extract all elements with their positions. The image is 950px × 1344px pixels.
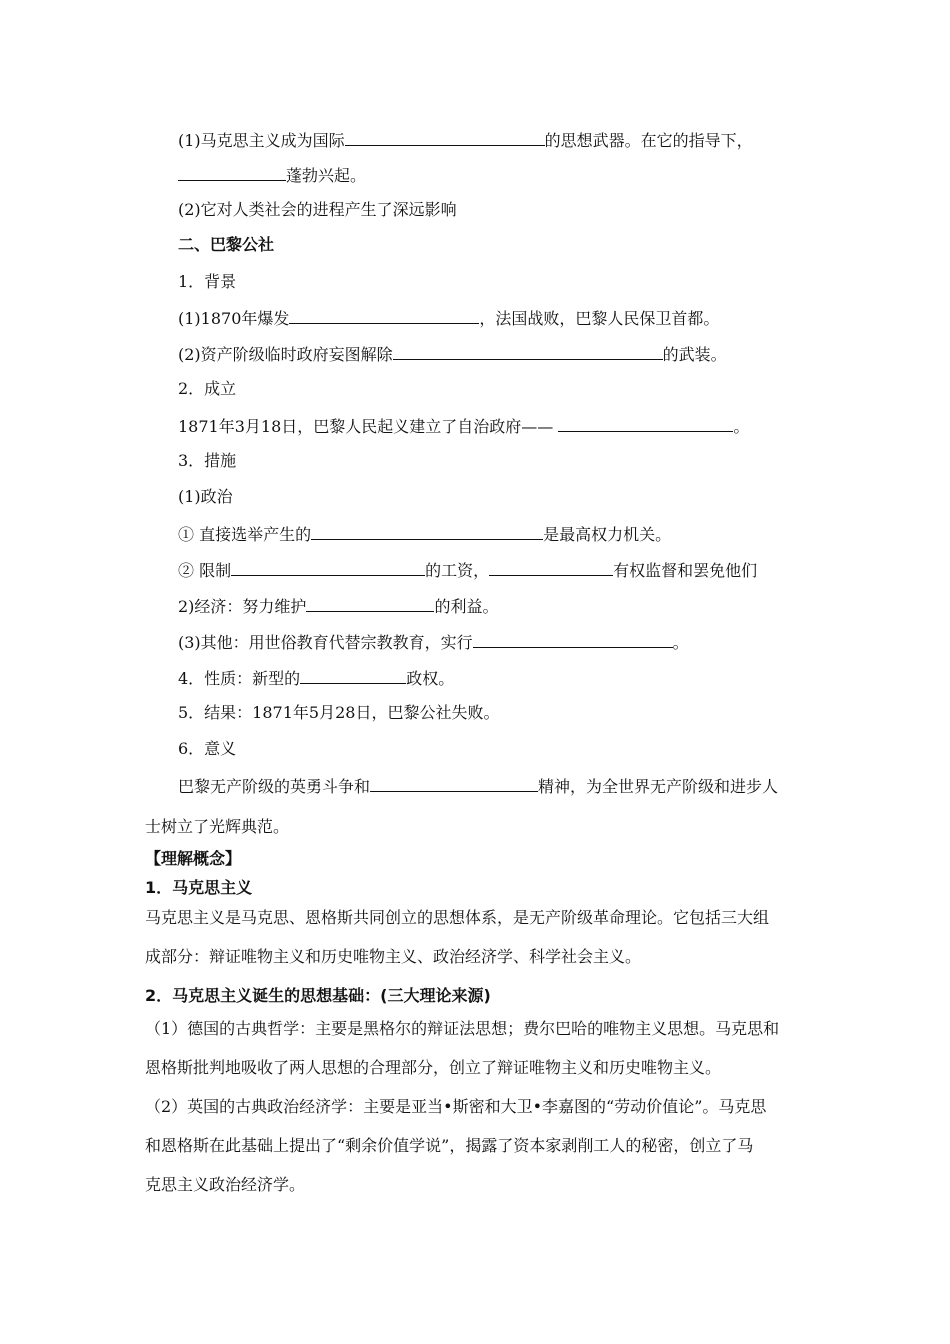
fill-blank[interactable] [178,164,286,181]
line-measure-2: ② 限制 的工资， 有权监督和罢免他们 [178,561,758,580]
line-significance-2: 士树立了光辉典范。 [145,817,290,836]
line-background-2: (2)资产阶级临时政府妄图解除 的武装。 [178,345,727,364]
line-rise: 蓬勃兴起。 [178,164,366,186]
subheading-establishment: 2．成立 [178,379,237,398]
concept-2-item-1-line-1: （1）德国的古典哲学：主要是黑格尔的辩证法思想；费尔巴哈的唯物主义思想。马克思和 [145,1019,780,1038]
fill-blank[interactable] [289,307,479,324]
fill-blank[interactable] [370,775,538,792]
concept-2-item-2-line-3: 克思主义政治经济学。 [145,1175,306,1194]
fill-blank[interactable] [558,415,733,432]
line-result: 5．结果：1871年5月28日，巴黎公社失败。 [178,703,500,722]
fill-blank[interactable] [489,559,613,576]
line-background-1: (1)1870年爆发 ，法国战败，巴黎人民保卫首都。 [178,309,720,328]
line-significance-1: 巴黎无产阶级的英勇斗争和 精神，为全世界无产阶级和进步人 [178,777,779,796]
line-measure-1: ① 直接选举产生的 是最高权力机关。 [178,525,672,544]
concepts-header: 【理解概念】 [145,849,242,868]
concept-2-item-2-line-1: （2）英国的古典政治经济学：主要是亚当•斯密和大卫•李嘉图的“劳动价值论”。马克思 [145,1097,767,1116]
subheading-significance: 6．意义 [178,739,237,758]
concept-1-paragraph-line-1: 马克思主义是马克思、恩格斯共同创立的思想体系，是无产阶级革命理论。它包括三大组 [145,908,770,927]
line-influence: (2)它对人类社会的进程产生了深远影响 [178,200,457,219]
concept-2-title: 2．马克思主义诞生的思想基础：(三大理论来源) [145,986,491,1005]
concept-1-paragraph-line-2: 成部分：辩证唯物主义和历史唯物主义、政治经济学、科学社会主义。 [145,947,642,966]
line-economy: 2)经济：努力维护 的利益。 [178,597,499,616]
line-other: (3)其他：用世俗教育代替宗教教育，实行 。 [178,633,689,652]
fill-blank[interactable] [306,595,434,612]
line-marxism-weapon: (1)马克思主义成为国际 的思想武器。在它的指导下， [178,131,753,150]
fill-blank[interactable] [345,129,545,146]
fill-blank[interactable] [311,523,543,540]
fill-blank[interactable] [300,667,406,684]
fill-blank[interactable] [393,343,663,360]
line-establishment: 1871年3月18日，巴黎人民起义建立了自治政府—— 。 [178,417,750,436]
line-politics: (1)政治 [178,487,233,506]
concept-2-item-1-line-2: 恩格斯批判地吸收了两人思想的合理部分，创立了辩证唯物主义和历史唯物主义。 [145,1058,722,1077]
concept-1-title: 1．马克思主义 [145,878,253,897]
subheading-background: 1．背景 [178,272,237,291]
fill-blank[interactable] [231,559,425,576]
subheading-measures: 3．措施 [178,451,237,470]
line-nature: 4．性质：新型的 政权。 [178,669,455,688]
concept-2-item-2-line-2: 和恩格斯在此基础上提出了“剩余价值学说”，揭露了资本家剥削工人的秘密，创立了马 [145,1136,754,1155]
section-heading-paris-commune: 二、巴黎公社 [178,235,275,254]
fill-blank[interactable] [473,631,673,648]
